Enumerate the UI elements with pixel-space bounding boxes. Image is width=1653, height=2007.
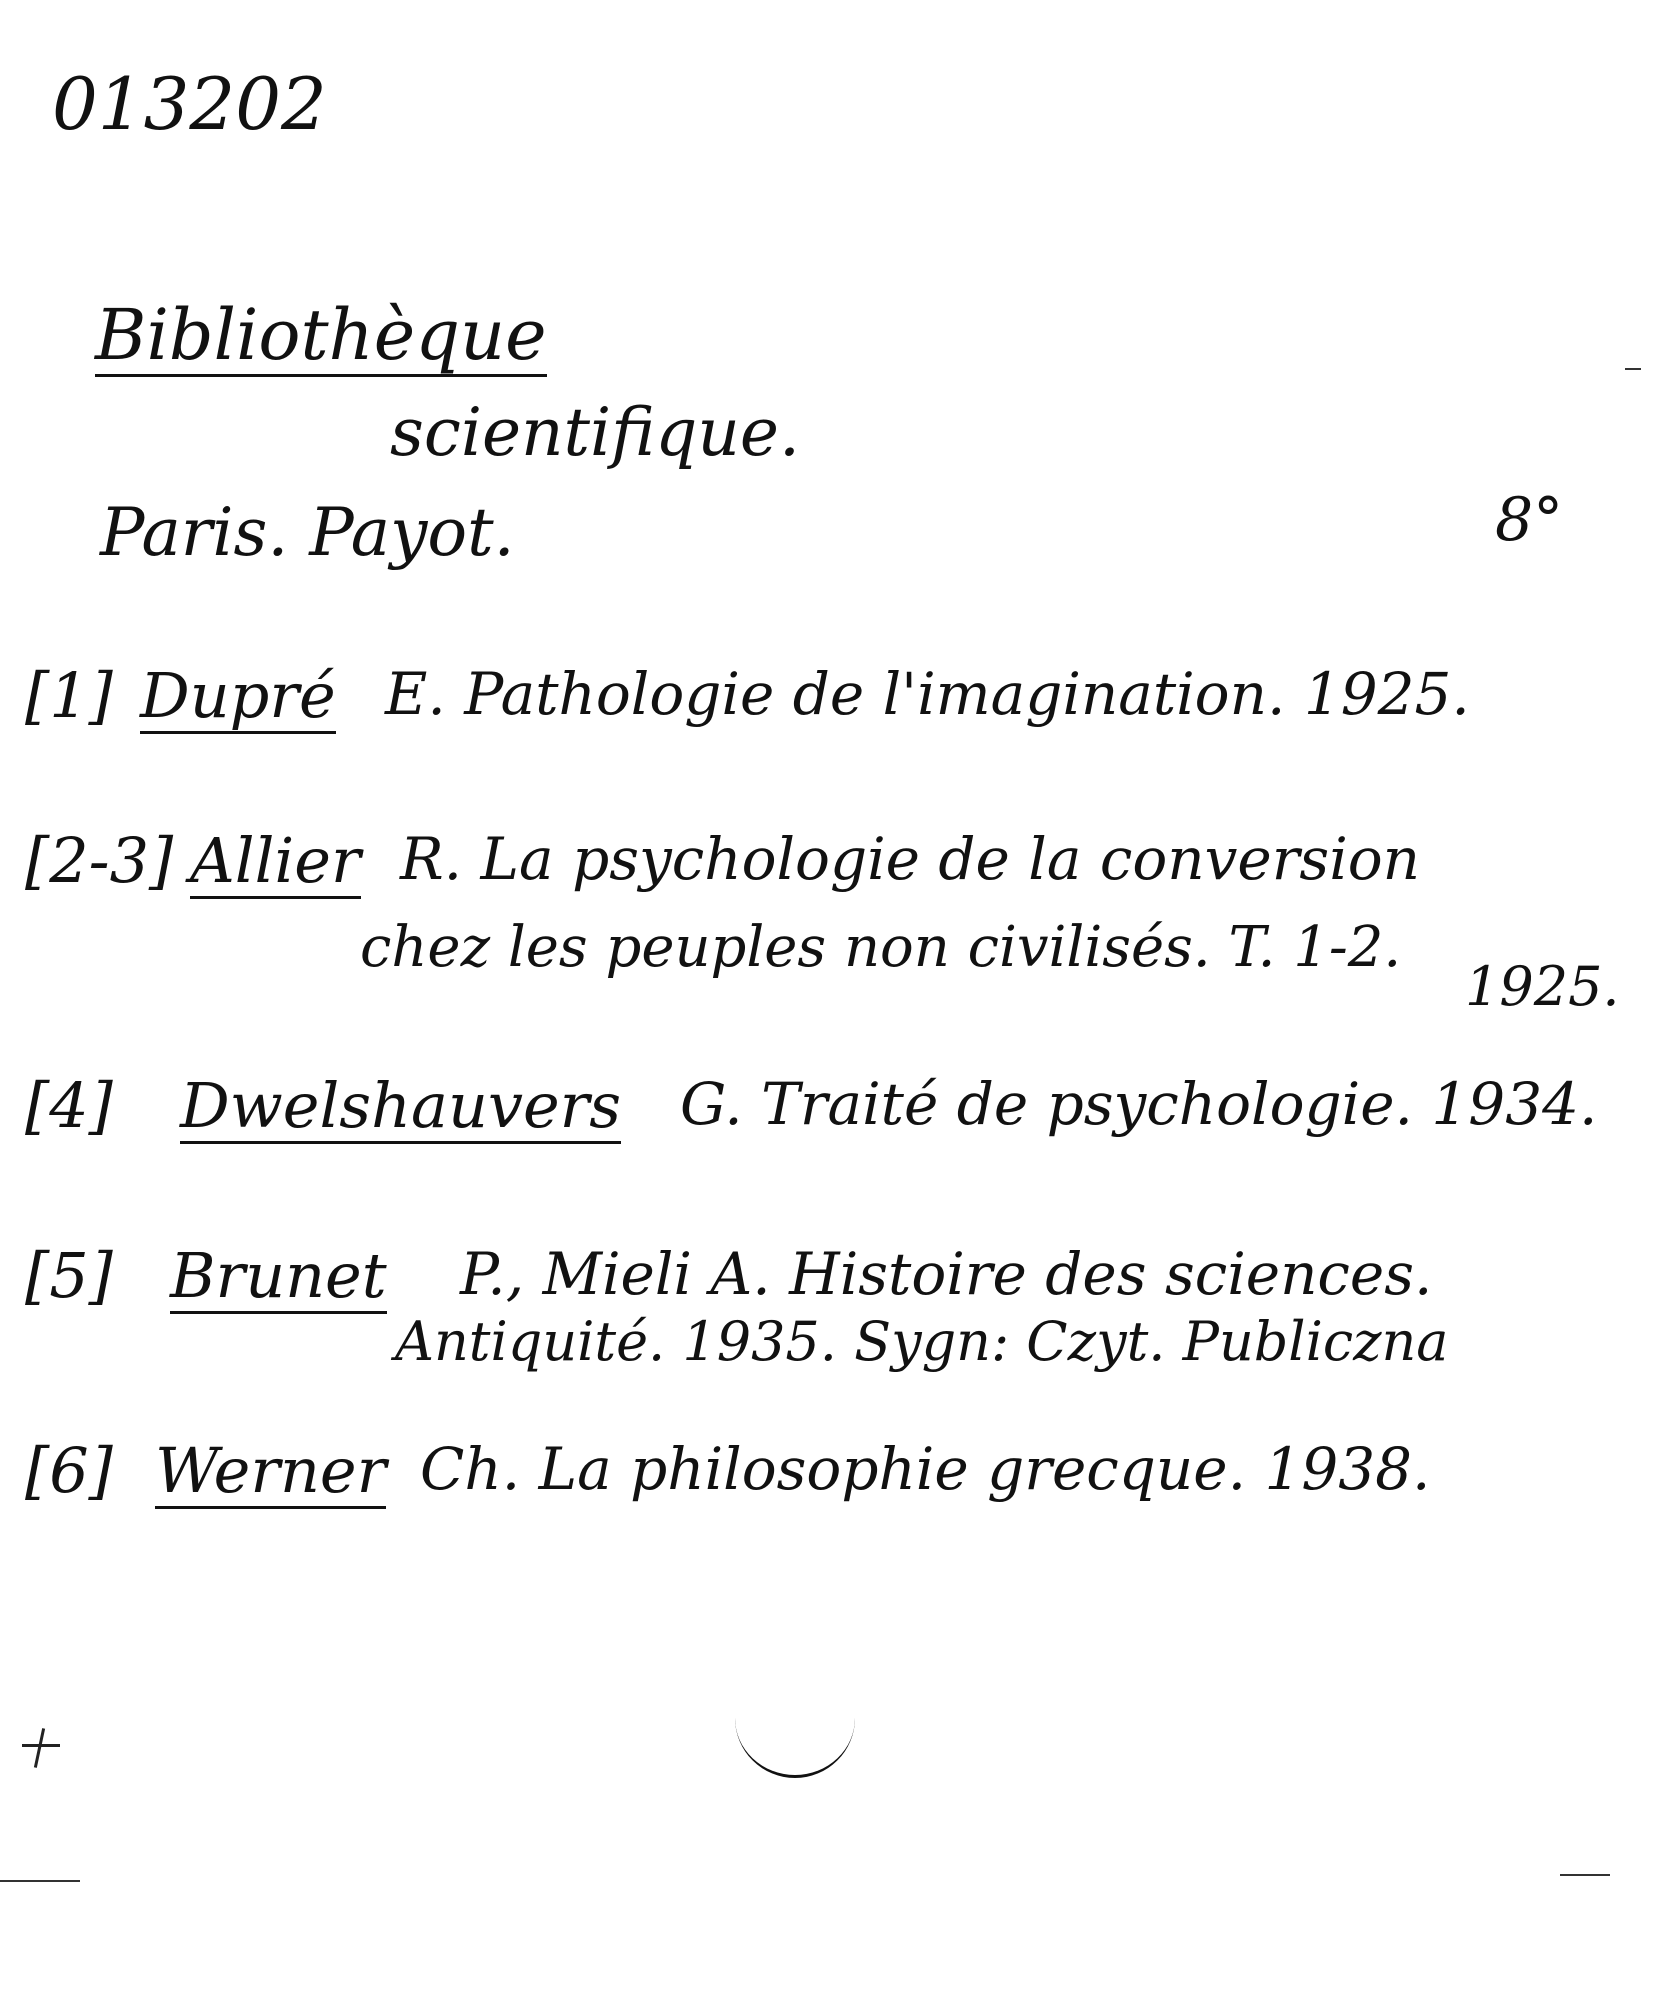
entry-1-index: [1] [25, 659, 113, 732]
edge-dash-right-top [1625, 368, 1641, 370]
entry-2-line3: 1925. [1465, 955, 1620, 1018]
entry-5-line2: Antiquité. 1935. Sygn: Czyt. Publiczna [395, 1310, 1449, 1373]
imprint: Paris. Payot. [100, 494, 515, 571]
entry-5-index: [5] [25, 1239, 113, 1312]
format-label: 8° [1495, 485, 1564, 555]
entry-1-line1: E. Pathologie de l'imagination. 1925. [385, 660, 1470, 728]
entry-4-author: Dwelshauvers [180, 1069, 622, 1142]
entry-5-author: Brunet [170, 1239, 387, 1312]
entry-2-line2: chez les peuples non civilisés. T. 1-2. [360, 915, 1402, 980]
card-number: 013202 [52, 62, 327, 146]
plus-mark-vertical [34, 1728, 45, 1768]
entry-6-index: [6] [25, 1434, 113, 1507]
entry-6-author: Werner [155, 1434, 387, 1507]
series-title-line1: Bibliothèque [95, 294, 547, 376]
entry-2-author: Allier [190, 824, 361, 897]
entry-2-line1: R. La psychologie de la conversion [400, 825, 1421, 893]
entry-1-author: Dupré [140, 659, 336, 732]
series-title-line2: scientifique. [390, 394, 800, 471]
entry-4-line1: G. Traité de psychologie. 1934. [680, 1070, 1598, 1138]
entry-4-index: [4] [25, 1069, 113, 1142]
edge-dash-left [0, 1880, 80, 1882]
entry-2-index: [2-3] [25, 824, 174, 897]
edge-dash-right [1560, 1874, 1610, 1876]
entry-5-line1: P., Mieli A. Histoire des sciences. [460, 1240, 1433, 1308]
entry-6-line1: Ch. La philosophie grecque. 1938. [420, 1435, 1431, 1503]
bottom-arc-mark [735, 1715, 855, 1778]
